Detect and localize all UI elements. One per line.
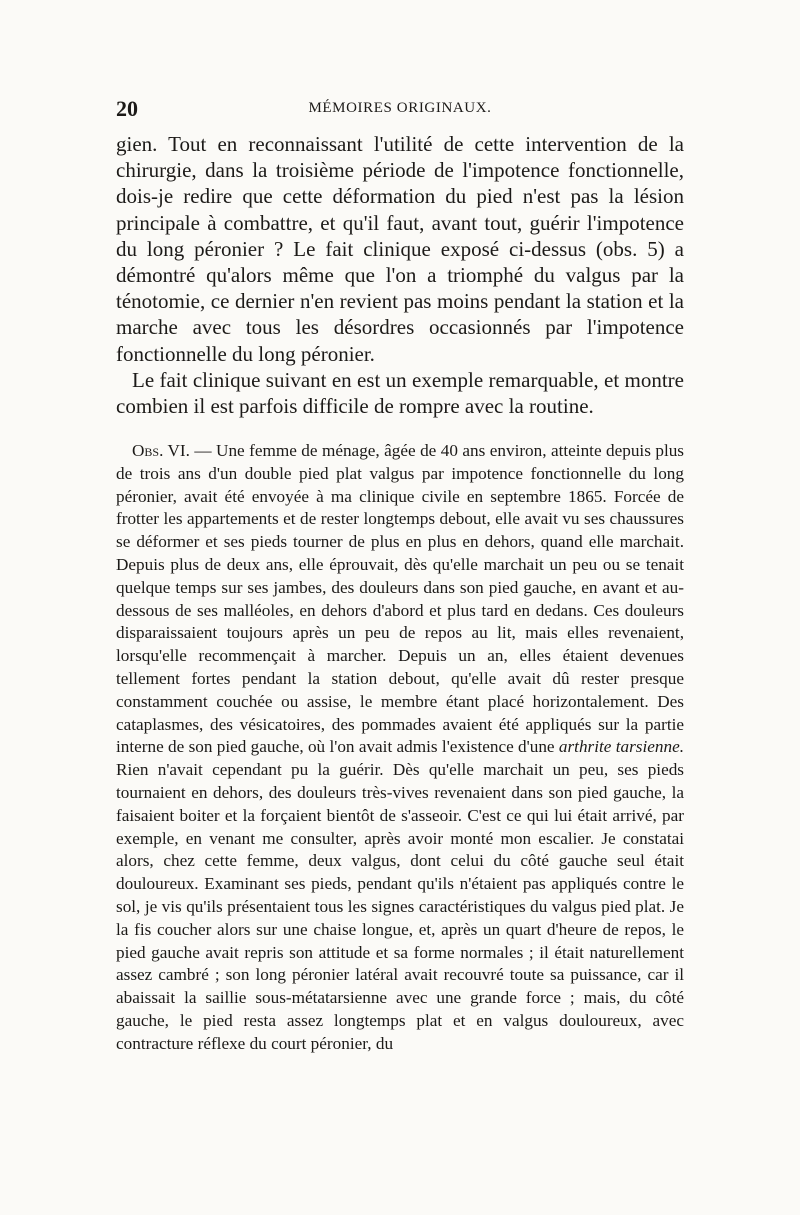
main-text — [116, 131, 684, 419]
running-head: MÉMOIRES ORIGINAUX. — [308, 100, 492, 116]
paragraph-2: Le fait clinique suivant en est un exemple remarquable, et montre combien il est parfois difficile de rompre avec la routine. — [116, 367, 684, 419]
observation-text-2: Rien n'avait cependant pu la guérir. Dès qu'elle marchait un peu, ses pieds tournaient en dehors, des douleurs très-vives revenaient dans son pied gauche, la faisaient boiter et la forçaient bientôt de s'asseoir. C'est ce qui lui était arrivé, par exemple, en venant me consulter, après avoir monté mon escalier. Je constatai alors, chez cette femme, deux valgus, dont celui du côté gauche seul était douloureux. Examinant ses pieds, pendant qu'ils n'étaient pas appliqués contre le sol, je vis qu'ils présentaient tous les signes caractéristiques du valgus pied plat. Je la fis coucher alors sur une chaise longue, et, après un quart d'heure de repos, le pied gauche avait repris son attitude et sa forme normales ; il était naturellement assez cambré ; son long péronier latéral avait recouvré toute sa puissance, car il abaissait la saillie sous-métatarsienne avec une grande force ; mais, du côté gauche, le pied resta assez longtemps plat et en valgus douloureux, avec contracture réflexe du court péronier, du — [116, 760, 684, 1053]
page-header — [116, 96, 684, 126]
observation-label: Obs. VI. — [132, 441, 190, 460]
observation-italic-term: arthrite tarsienne. — [558, 737, 684, 757]
observation-vi — [116, 440, 684, 1056]
paragraph-1: gien. Tout en reconnaissant l'utilité de cette intervention de la chirurgie, dans la troisième période de l'impotence fonctionnelle, dois-je redire que cette déformation du pied n'est pas la lésion principale à combattre, et qu'il faut, avant tout, guérir l'impotence du long péronier ? Le fait clinique exposé ci-dessus (obs. 5) a démontré qu'alors même que l'on a triomphé du valgus par la ténotomie, ce dernier n'en revient pas moins pendant la station et la marche avec tous les désordres occasionnés par l'impotence fonctionnelle du long péronier. — [116, 132, 684, 366]
observation-text-1: — Une femme de ménage, âgée de 40 ans environ, atteinte depuis plus de trois ans d'un double pied plat valgus par impotence fonctionnelle du long péronier, avait été envoyée à ma clinique civile en septembre 1865. Forcée de frotter les appartements et de rester longtemps debout, elle avait vu ses chaussures se déformer et ses pieds tourner de plus en plus en dehors, quand elle marchait. Depuis plus de deux ans, elle éprouvait, dès qu'elle marchait un peu ou se tenait quelque temps sur ses jambes, des douleurs dans son pied gauche, en avant et au-dessous de ses malléoles, en dehors d'abord et plus tard en dedans. Ces douleurs disparaissaient toujours après un peu de repos au lit, mais elles revenaient, lorsqu'elle recommençait à marcher. Depuis un an, elles étaient devenues tellement fortes pendant la station debout, qu'elle avait dû rester presque constamment couchée ou assise, le membre étant placé horizontalement. Des cataplasmes, des vésicatoires, des pommades avaient été appliqués sur la partie interne de son pied gauche, où l'on avait admis l'existence d'une — [116, 441, 684, 757]
observation-paragraph — [116, 440, 684, 1056]
page-number: 20 — [116, 96, 138, 121]
